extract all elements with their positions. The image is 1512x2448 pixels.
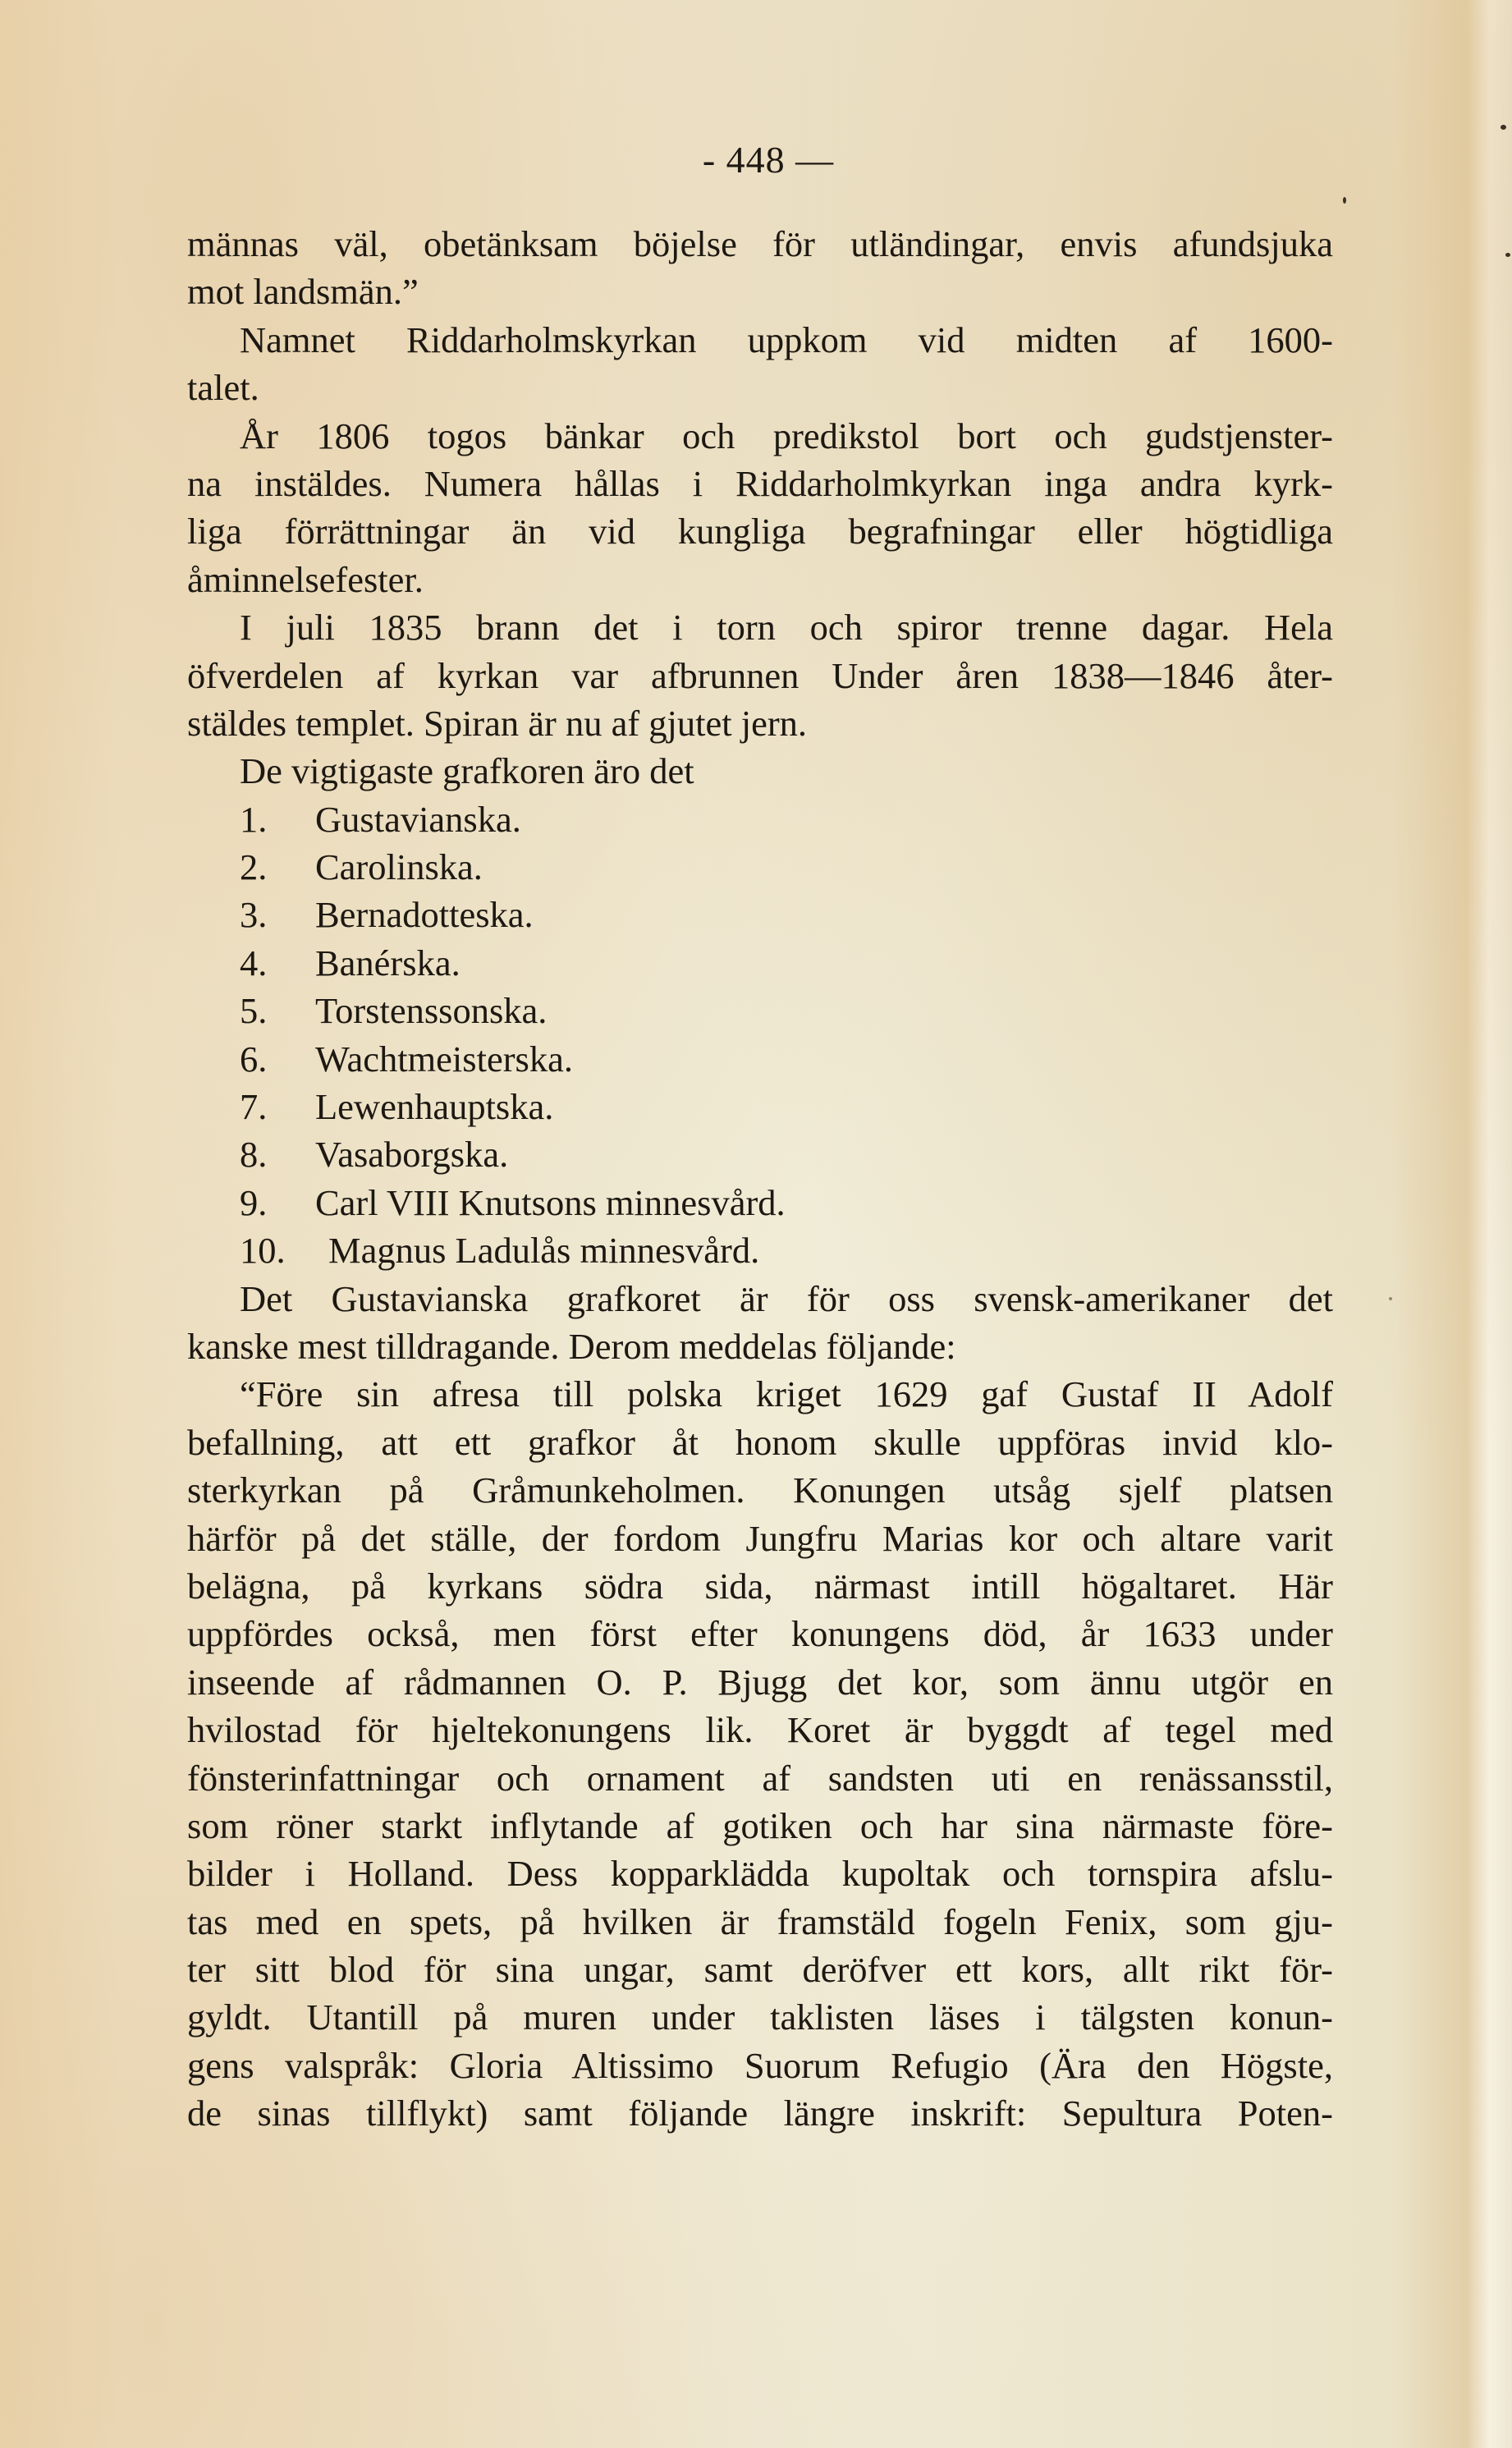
text-line: gyldt. Utantill på muren under taklisten läses i tälgsten konun- (187, 1996, 1333, 2038)
list-item (187, 939, 1333, 987)
list-item (187, 891, 1333, 938)
text-line: männas väl, obetänksam böjelse för utländingar, envis afundsjuka (187, 223, 1333, 264)
list-item (187, 1226, 1333, 1274)
text-line: I juli 1835 brann det i torn och spiror trenne dagar. Hela (240, 607, 1333, 649)
list-label: Lewenhauptska. (315, 1086, 554, 1128)
list-label: Magnus Ladulås minnesvård. (328, 1230, 760, 1272)
list-item (187, 1083, 1333, 1130)
text-line: talet. (187, 367, 259, 409)
paper-speck (1501, 125, 1506, 130)
text-line: inseende af rådmannen O. P. Bjugg det kor, som ännu utgör en (187, 1661, 1333, 1703)
list-label: Gustavianska. (315, 798, 521, 840)
paper-speck (1389, 1297, 1392, 1300)
list-label: Vasaborgska. (315, 1134, 509, 1176)
text-line: liga förrättningar än vid kungliga begrafningar eller högtidliga (187, 511, 1333, 552)
burial-chapels-list (187, 795, 1333, 1275)
list-number: 10. (240, 1230, 286, 1272)
paragraph-list-intro (187, 747, 1333, 795)
list-number: 4. (240, 942, 268, 983)
list-number: 1. (240, 798, 268, 840)
text-line: hvilostad för hjeltekonungens lik. Koret är byggdt af tegel med (187, 1709, 1333, 1751)
text-line: de sinas tillflykt) samt följande längre inskrift: Sepultura Poten- (187, 2093, 1333, 2134)
text-line: stäldes templet. Spiran är nu af gjutet jern. (187, 702, 808, 744)
paper-speck (1505, 253, 1510, 257)
list-number: 8. (240, 1134, 268, 1176)
text-line: De vigtigaste grafkoren äro det (240, 750, 694, 792)
list-label: Carl VIII Knutsons minnesvård. (315, 1181, 786, 1223)
body-text (187, 220, 1333, 2138)
text-line: befallning, att ett grafkor åt honom skulle uppföras invid klo- (187, 1421, 1333, 1463)
text-line: bilder i Holland. Dess kopparklädda kupoltak och tornspira afslu- (187, 1853, 1333, 1895)
text-line: sterkyrkan på Gråmunkeholmen. Konungen utsåg sjelf platsen (187, 1469, 1333, 1511)
paragraph-1835-fire (187, 603, 1333, 747)
list-label: Banérska. (315, 942, 460, 983)
text-line: belägna, på kyrkans södra sida, närmast intill högaltaret. Här (187, 1565, 1333, 1607)
text-line: härför på det ställe, der fordom Jungfru Marias kor och altare varit (187, 1517, 1333, 1559)
text-line: som röner starkt inflytande af gotiken och har sina närmaste före- (187, 1804, 1333, 1846)
text-line: kanske mest tilldragande. Derom meddelas följande: (187, 1325, 956, 1367)
paragraph-name-origin (187, 316, 1333, 412)
text-line: “Före sin afresa till polska kriget 1629 gaf Gustaf II Adolf (240, 1373, 1333, 1415)
text-line: na instäldes. Numera hållas i Riddarholmkyrkan inga andra kyrk- (187, 462, 1333, 504)
text-line: Det Gustavianska grafkoret är för oss svensk-amerikaner det (240, 1277, 1333, 1319)
text-line: Namnet Riddarholmskyrkan uppkom vid midten af 1600- (240, 319, 1333, 360)
list-number: 5. (240, 990, 268, 1032)
list-number: 3. (240, 894, 268, 936)
list-number: 6. (240, 1038, 268, 1080)
list-number: 9. (240, 1181, 268, 1223)
list-item (187, 843, 1333, 891)
list-item (187, 1035, 1333, 1083)
text-line: uppfördes också, men först efter konungens död, år 1633 under (187, 1613, 1333, 1655)
paragraph-quotation (187, 1370, 1333, 2137)
paragraph-gustavian-intro (187, 1275, 1333, 1371)
list-label: Bernadotteska. (315, 894, 534, 936)
text-line: tas med en spets, på hvilken är framstäld fogeln Fenix, som gju- (187, 1900, 1333, 1942)
list-number: 2. (240, 846, 268, 888)
text-line: mot landsmän.” (187, 271, 419, 313)
text-line: öfverdelen af kyrkan var afbrunnen Under åren 1838—1846 åter- (187, 654, 1333, 696)
list-item (187, 795, 1333, 843)
text-line: ter sitt blod för sina ungar, samt deröfver ett kors, allt rikt för- (187, 1949, 1333, 1991)
list-item (187, 1179, 1333, 1226)
list-label: Torstenssonska. (315, 990, 548, 1032)
text-line: gens valspråk: Gloria Altissimo Suorum Refugio (Ära den Högste, (187, 2044, 1333, 2086)
paper-speck (1343, 197, 1346, 204)
page-number: - 448 — (702, 139, 835, 181)
text-line: fönsterinfattningar och ornament af sandsten uti en renässansstil, (187, 1757, 1333, 1799)
list-number: 7. (240, 1086, 268, 1128)
list-label: Carolinska. (315, 846, 483, 888)
list-label: Wachtmeisterska. (315, 1038, 573, 1080)
list-item (187, 987, 1333, 1034)
list-item (187, 1130, 1333, 1178)
text-line: År 1806 togos bänkar och predikstol bort och gudstjenster- (240, 415, 1333, 456)
paragraph-1806 (187, 412, 1333, 604)
paragraph-continuation (187, 220, 1333, 316)
text-line: åminnelsefester. (187, 558, 424, 600)
